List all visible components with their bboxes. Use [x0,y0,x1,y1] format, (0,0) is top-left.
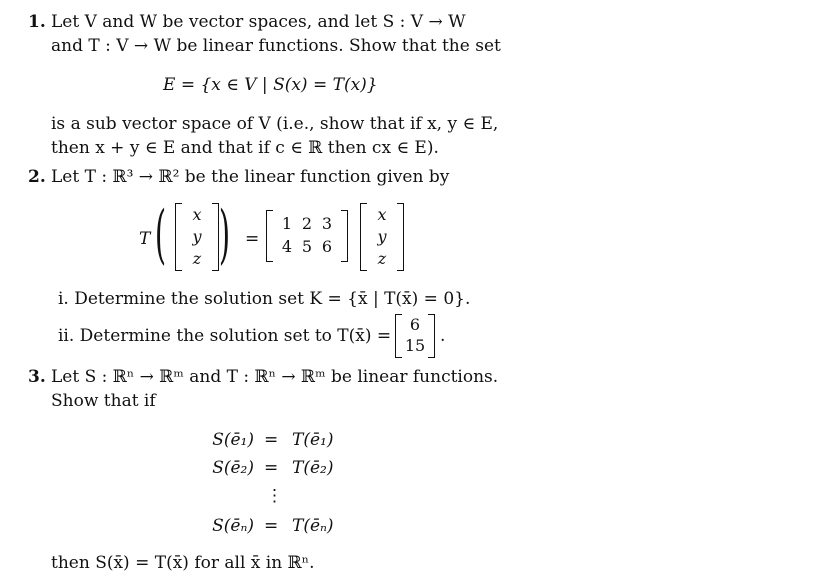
coefficient-matrix [266,210,348,262]
problem-1-line-2: and T : V → W be linear functions. Show that the set [51,36,501,56]
left-paren-icon: ( [154,198,167,272]
problem-1-number: 1. [28,12,46,32]
problem-2-number: 2. [28,167,46,187]
problem-1-set-equation: E = {x ∈ V | S(x) = T(x)} [163,75,378,95]
input-vector [175,203,219,271]
equation-lhs: S(ē₁) [212,430,254,450]
rhs-vector [395,314,435,358]
bracket-left-icon [395,314,402,358]
problem-2-line-1: Let T : ℝ³ → ℝ² be the linear function given by [51,167,450,187]
bracket-right-icon [397,203,404,271]
problem-1-line-4: then x + y ∈ E and that if c ∈ ℝ then cx ∈ E). [51,138,439,158]
bracket-right-icon [341,210,348,262]
matrix-entry: 5 [301,237,313,256]
matrix-entry: 3 [321,214,333,233]
vector-entry: x [192,205,202,224]
subquestion-ii: ii. Determine the solution set to T(x̄) = [58,326,392,346]
equation-equals: = [264,516,279,536]
period: . [440,326,446,346]
subquestion-i: i. Determine the solution set K = {x̄ | T(x̄) = 0}. [58,289,471,309]
problem-3-number: 3. [28,367,46,387]
problem-1-line-1: Let V and W be vector spaces, and let S : V → W [51,12,466,32]
vector-entry: y [377,227,387,246]
problem-3-line-2: Show that if [51,391,156,411]
equation-equals: = [264,430,279,450]
function-symbol-T: T [139,229,151,249]
problem-3-line-1: Let S : ℝⁿ → ℝᵐ and T : ℝⁿ → ℝᵐ be linear functions. [51,367,499,387]
bracket-left-icon [266,210,273,262]
right-paren-icon: ) [218,198,231,272]
equation-rhs: T(ēₙ) [292,516,334,536]
matrix-entry: 4 [281,237,293,256]
vector-entry: 15 [404,336,426,355]
equation-rhs: T(ē₁) [292,430,334,450]
vector-entry: z [377,249,387,268]
vertical-ellipsis: ⋮ [266,486,283,506]
bracket-left-icon [175,203,182,271]
vector-entry: y [192,227,202,246]
equation-lhs: S(ēₙ) [212,516,254,536]
vector-entry: z [192,249,202,268]
matrix-entry: 6 [321,237,333,256]
bracket-right-icon [428,314,435,358]
equation-lhs: S(ē₂) [212,458,254,478]
multiplied-vector [360,203,404,271]
problem-1-line-3: is a sub vector space of V (i.e., show that if x, y ∈ E, [51,114,499,134]
equation-rhs: T(ē₂) [292,458,334,478]
matrix-entry: 2 [301,214,313,233]
vector-entry: 6 [409,315,421,334]
problem-3-conclusion: then S(x̄) = T(x̄) for all x̄ in ℝⁿ. [51,553,315,573]
equals-sign: = [245,229,260,249]
vector-entry: x [377,205,387,224]
equation-equals: = [264,458,279,478]
bracket-left-icon [360,203,367,271]
matrix-entry: 1 [281,214,293,233]
